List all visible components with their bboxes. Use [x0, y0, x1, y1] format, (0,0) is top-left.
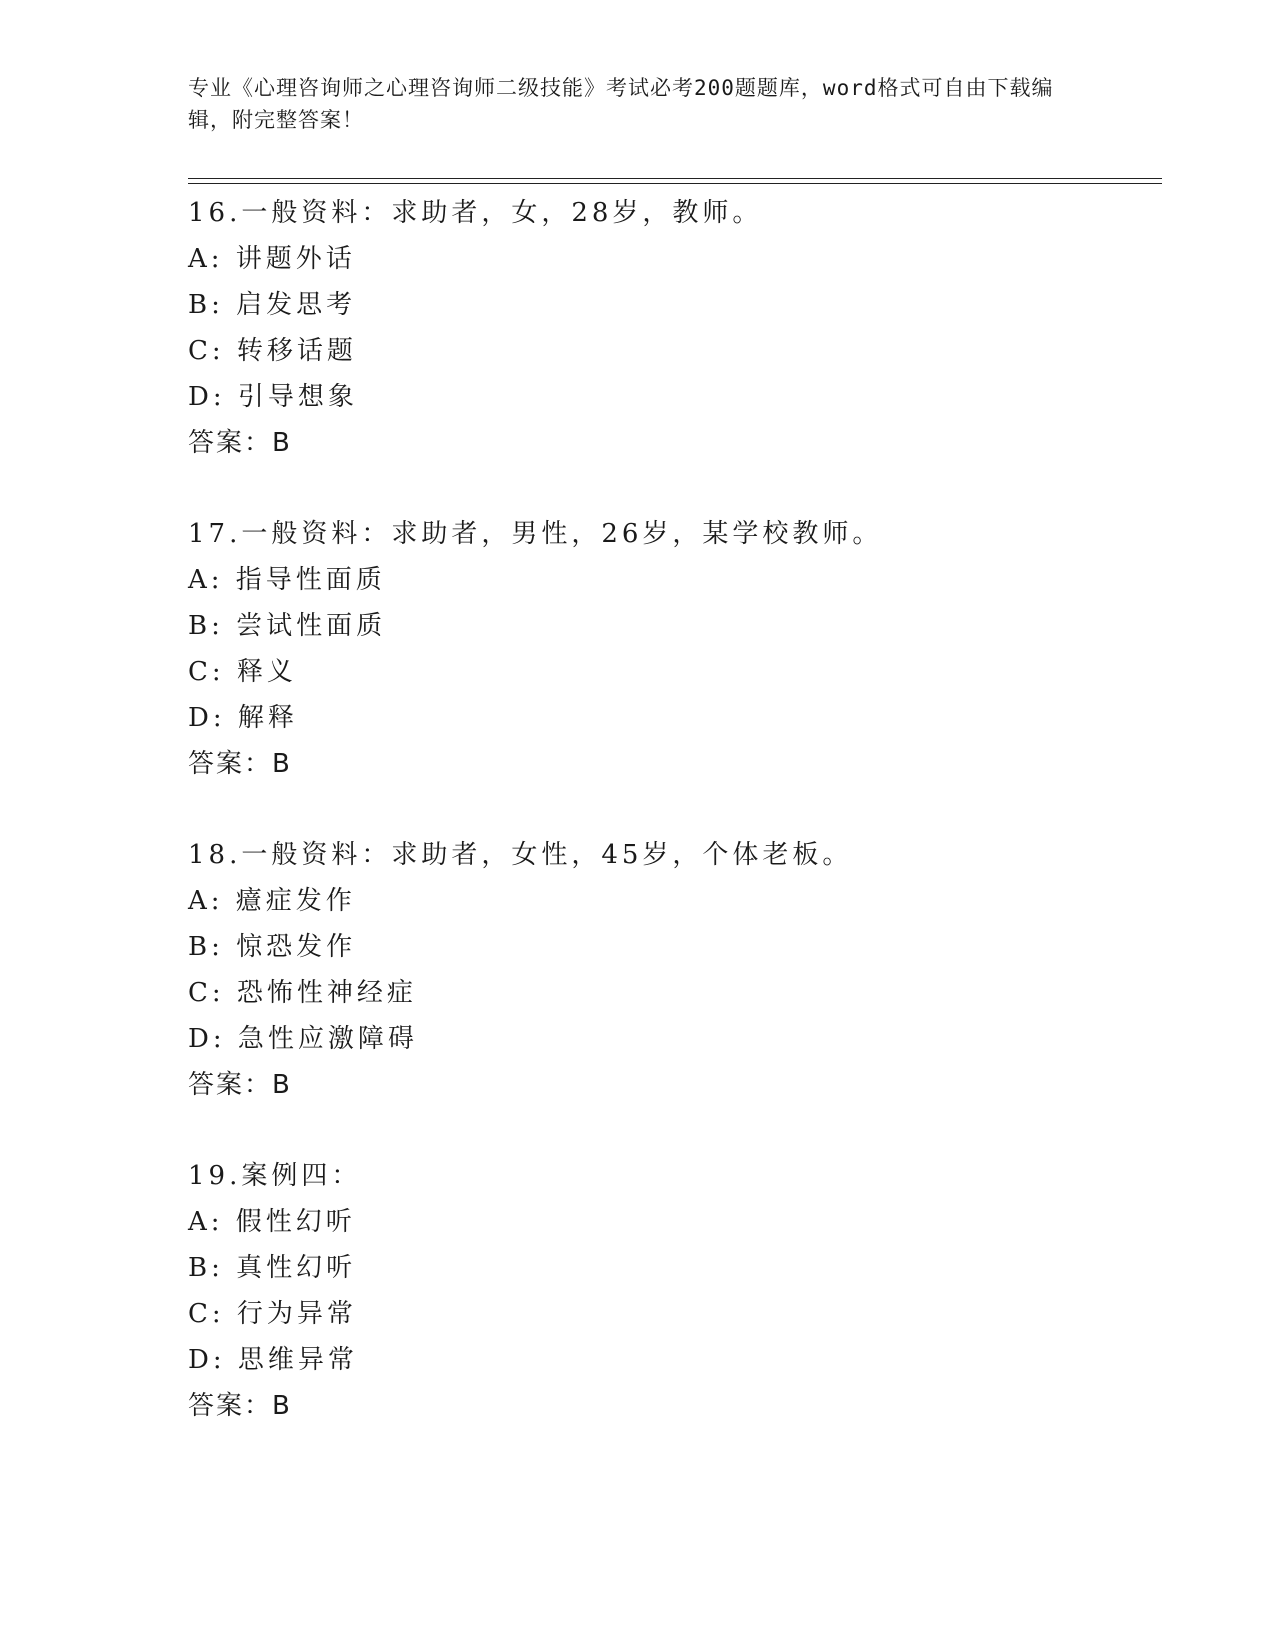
- option-a: A: 癔症发作: [188, 886, 356, 916]
- question-stem: 16.一般资料：求助者，女，28岁，教师。: [188, 198, 763, 228]
- option-c: C: 恐怖性神经症: [188, 978, 417, 1008]
- option-d: D: 急性应激障碍: [188, 1024, 418, 1054]
- option-b: B: 启发思考: [188, 290, 357, 320]
- option-d: D: 解释: [188, 703, 298, 733]
- question-stem: 18.一般资料：求助者，女性，45岁，个体老板。: [188, 840, 853, 870]
- option-d: D: 引导想象: [188, 382, 358, 412]
- option-a: A: 指导性面质: [188, 565, 386, 595]
- answer: 答案：B: [188, 1391, 292, 1421]
- option-c: C: 释义: [188, 657, 297, 687]
- question-spacer: [188, 787, 1148, 832]
- header-rule-top: [188, 178, 1162, 179]
- option-c: C: 行为异常: [188, 1299, 357, 1329]
- option-d: D: 思维异常: [188, 1345, 358, 1375]
- answer: 答案：B: [188, 749, 292, 779]
- question-spacer: [188, 466, 1148, 511]
- question-stem: 17.一般资料：求助者，男性，26岁，某学校教师。: [188, 519, 883, 549]
- question-spacer: [188, 1108, 1148, 1153]
- question-list: [188, 190, 1148, 1429]
- answer: 答案：B: [188, 428, 292, 458]
- question-item: [188, 1153, 1148, 1429]
- option-a: A: 讲题外话: [188, 244, 356, 274]
- option-c: C: 转移话题: [188, 336, 357, 366]
- option-a: A: 假性幻听: [188, 1207, 356, 1237]
- document-header: 专业《心理咨询师之心理咨询师二级技能》考试必考200题题库，word格式可自由下载编辑，附完整答案！: [188, 76, 1054, 132]
- question-stem: 19.案例四：: [188, 1161, 362, 1191]
- header-rule-bottom: [188, 183, 1162, 184]
- question-item: [188, 190, 1148, 466]
- option-b: B: 惊恐发作: [188, 932, 357, 962]
- option-b: B: 尝试性面质: [188, 611, 387, 641]
- answer: 答案：B: [188, 1070, 292, 1100]
- question-item: [188, 832, 1148, 1108]
- option-b: B: 真性幻听: [188, 1253, 357, 1283]
- question-item: [188, 511, 1148, 787]
